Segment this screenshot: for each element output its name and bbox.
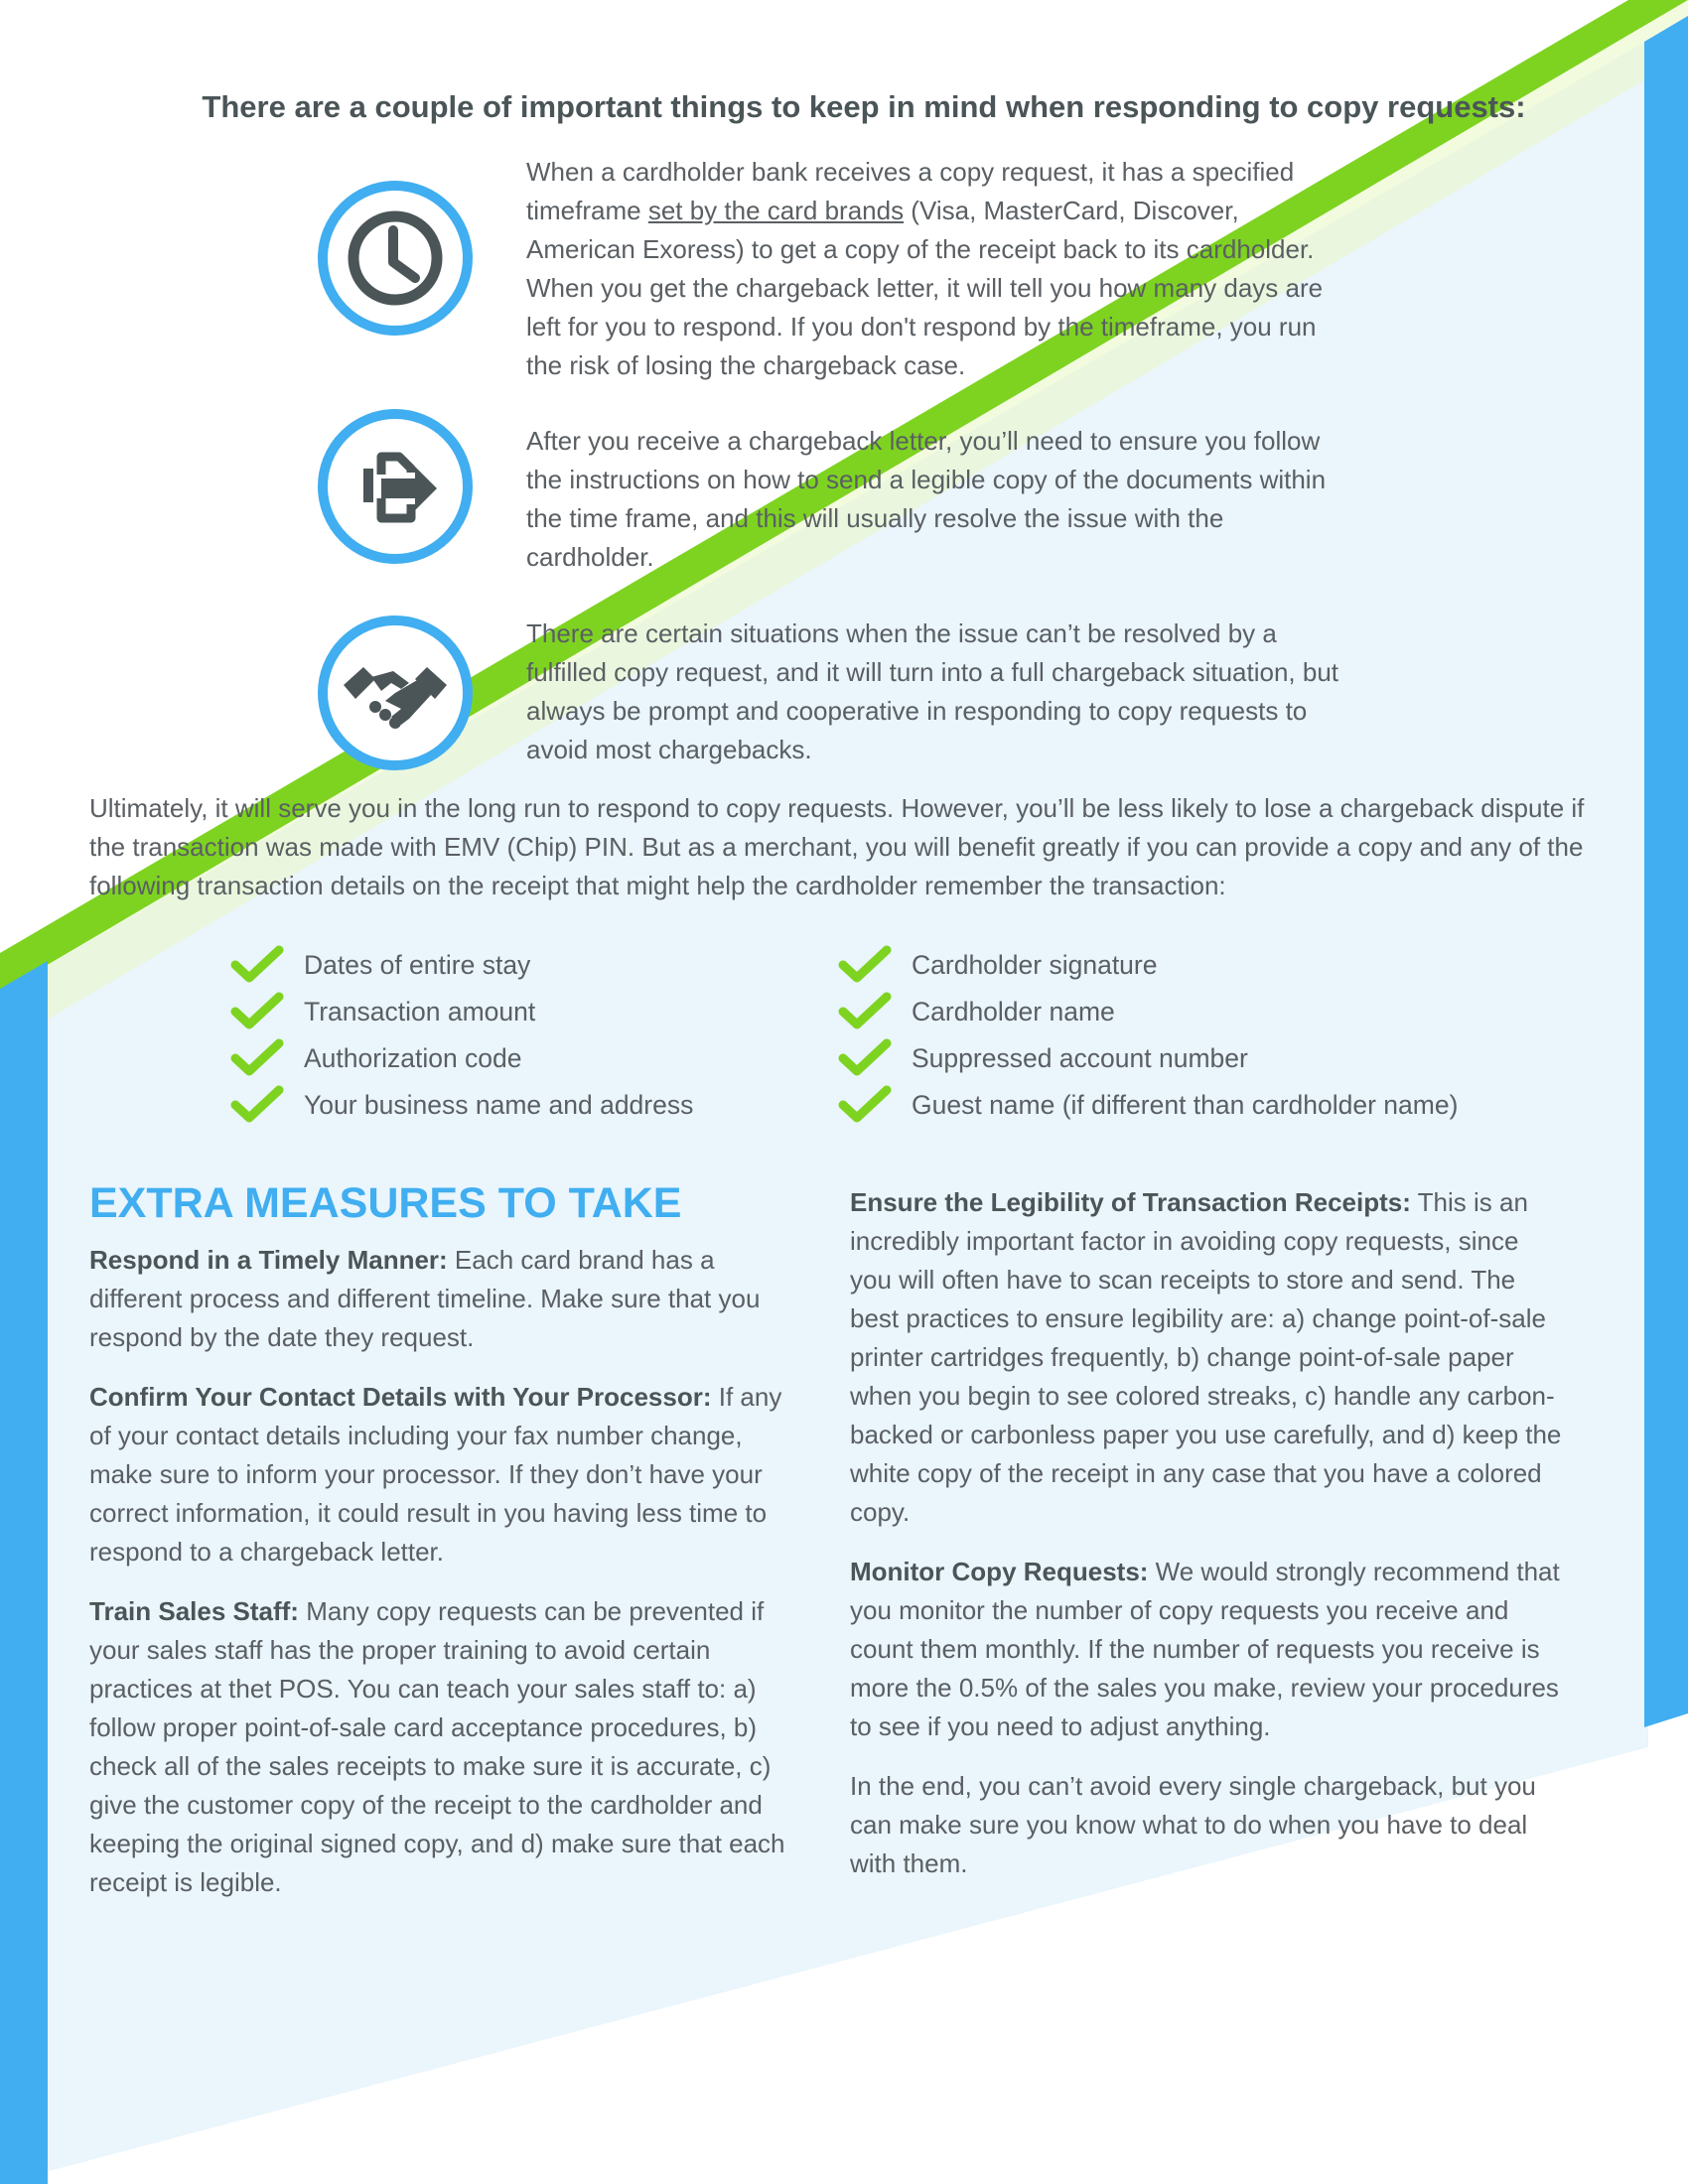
list-item-label: Cardholder signature [912, 949, 1158, 980]
measure-text: This is an incredibly important factor in avoiding copy requests, since you will often have to scan receipts to store and send. The best practices to ensure legibility are: a) change point-of-sale printer cartridges frequently, b) change point-of-sale paper when you begin to see colored streaks, c) handle any carbon-backed or carbonless paper you use carefully, and d) keep the white copy of the receipt in any case that you have a colored copy. [850, 1187, 1562, 1527]
closing-paragraph: In the end, you can’t avoid every single chargeback, but you can make sure you know what to do when you have to deal with them. [850, 1771, 1536, 1878]
point-handshake-text: There are certain situations when the issue can’t be resolved by a fulfilled copy request, and it will turn into a full chargeback situation, but always be prompt and cooperative in responding to copy requests to avoid most chargebacks. [526, 618, 1339, 764]
point-document-text: After you receive a chargeback letter, you’ll need to ensure you follow the instructions on how to send a legible copy of the documents within the time frame, and this will usually resolve the issue with the cardholder. [526, 426, 1327, 572]
check-icon [230, 1038, 284, 1078]
extra-measures-right-column [850, 1183, 1565, 1904]
list-item [230, 1081, 693, 1128]
measure-title: Ensure the Legibility of Transaction Receipts: [850, 1187, 1411, 1217]
point-clock-text-start: When a cardholder bank receives a copy request, it has a specified timeframe [526, 157, 1295, 225]
handshake-icon [316, 614, 475, 772]
point-clock-text [526, 153, 1350, 385]
check-icon [230, 992, 284, 1031]
check-icon [838, 1038, 892, 1078]
card-brands-link[interactable]: set by the card brands [647, 196, 905, 225]
measure-text: If any of your contact details including your fax number change, make sure to inform your processor. If they don’t have your correct information, it could result in you having less time to respond to a chargeback letter. [89, 1382, 782, 1567]
measure-contact-details [89, 1378, 804, 1571]
measure-text: Many copy requests can be prevented if your sales staff has the proper training to avoid certain practices at thet POS. You can teach your sales staff to: a) follow proper point-of-sale card acceptance procedures, b) check all of the sales receipts to make sure it is accurate, c) give the customer copy of the receipt to the cardholder and keeping the original signed copy, and d) make sure that each receipt is legible. [89, 1596, 785, 1897]
measure-title: Train Sales Staff: [89, 1596, 299, 1626]
list-item [838, 988, 1458, 1034]
list-item-label: Cardholder name [912, 996, 1115, 1026]
list-item [838, 1034, 1458, 1081]
check-icon [230, 1085, 284, 1125]
extra-measures-left-column [89, 1177, 804, 1923]
checklist-left [230, 941, 693, 1128]
right-blue-bar [1644, 16, 1688, 1727]
check-icon [838, 992, 892, 1031]
list-item-label: Guest name (if different than cardholder name) [912, 1089, 1459, 1120]
list-item-label: Dates of entire stay [304, 949, 531, 980]
measure-legibility [850, 1183, 1565, 1532]
list-item [838, 1081, 1458, 1128]
measure-train-staff [89, 1592, 804, 1902]
list-item [230, 988, 693, 1034]
section-heading: EXTRA MEASURES TO TAKE [89, 1179, 682, 1227]
measure-timely [89, 1241, 804, 1357]
measure-title: Monitor Copy Requests: [850, 1557, 1149, 1586]
list-item [230, 1034, 693, 1081]
list-item-label: Suppressed account number [912, 1042, 1248, 1073]
measure-title: Confirm Your Contact Details with Your Processor: [89, 1382, 712, 1412]
list-item-label: Your business name and address [304, 1089, 694, 1120]
check-icon [230, 945, 284, 985]
left-blue-bar [0, 961, 48, 2184]
checklist-right [838, 941, 1458, 1128]
check-icon [838, 945, 892, 985]
measure-text: We would strongly recommend that you monitor the number of copy requests you receive and count them monthly. If the number of requests you receive is more the 0.5% of the sales you make, review your procedures to see if you need to adjust anything. [850, 1557, 1560, 1741]
point-clock-text-end: (Visa, MasterCard, Discover, American Exoress) to get a copy of the receipt back to its cardholder. When you get the chargeback letter, it will tell you how many days are left for you to respond. If you don't respond by the timeframe, you run the risk of losing the chargeback case. [526, 196, 1324, 380]
list-item [838, 941, 1458, 988]
intro-paragraph: Ultimately, it will serve you in the long run to respond to copy requests. However, you’ll be less likely to lose a chargeback dispute if the transaction was made with EMV (Chip) PIN. But as a merchant, you will benefit greatly if you can provide a copy and any of the following transaction details on the receipt that might help the cardholder remember the transaction: [89, 793, 1585, 900]
clock-icon [316, 179, 475, 338]
list-item-label: Authorization code [304, 1042, 522, 1073]
measure-text: Each card brand has a different process and different timeline. Make sure that you respond by the date they request. [89, 1245, 761, 1352]
document-send-icon [316, 407, 475, 566]
measure-monitor [850, 1553, 1565, 1746]
measure-title: Respond in a Timely Manner: [89, 1245, 448, 1275]
page-title: There are a couple of important things to keep in mind when responding to copy requests: [202, 89, 1526, 124]
check-icon [838, 1085, 892, 1125]
list-item-label: Transaction amount [304, 996, 536, 1026]
list-item [230, 941, 693, 988]
